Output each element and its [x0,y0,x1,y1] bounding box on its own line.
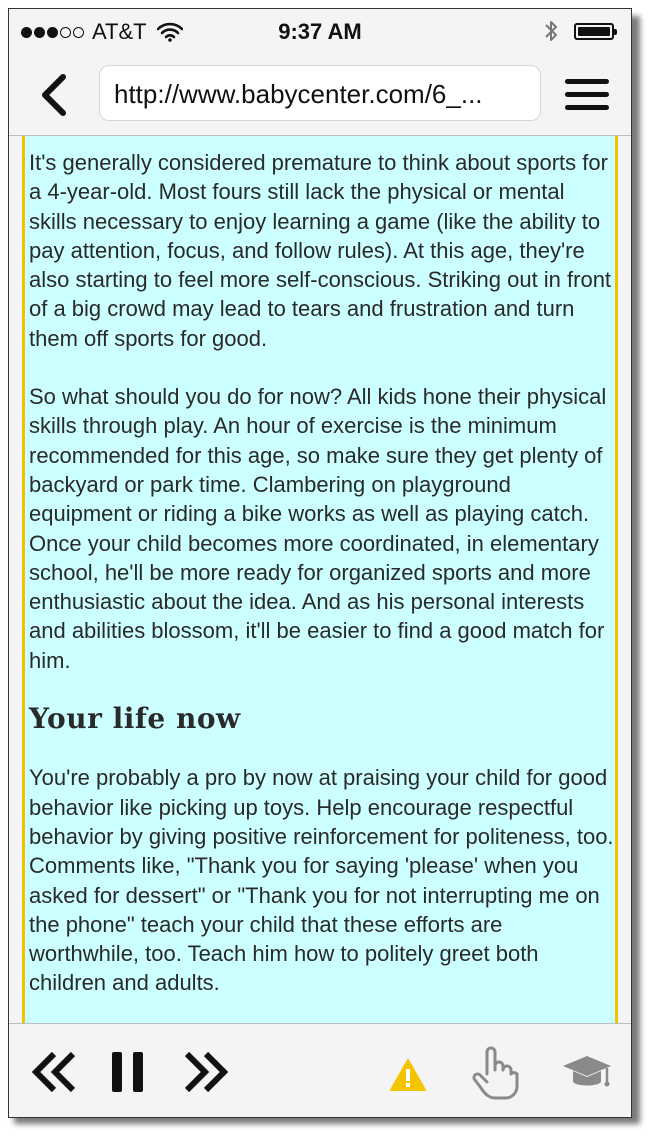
status-time: 9:37 AM [278,19,362,44]
phone-screen [8,8,632,1118]
hand-pointer-icon[interactable] [471,1044,521,1100]
pause-icon[interactable] [109,1050,147,1094]
carrier-group [21,19,183,45]
status-bar [9,9,631,55]
article-reader [22,136,618,1024]
carrier-name: AT&T [92,19,147,44]
warning-icon[interactable] [389,1058,427,1092]
hamburger-menu-icon [565,79,609,84]
section-heading: Your life now [29,702,241,736]
graduation-cap-icon[interactable] [561,1054,613,1090]
signal-dots-icon [21,27,86,38]
back-button[interactable] [35,73,75,117]
bluetooth-icon [543,19,559,43]
article-paragraph: You're probably a pro by now at praising your child for good behavior like picking up toys. Help encourage respectful behavior by giving positive reinforcement for politeness, too. Comments like, "Thank you for saying 'please' when you asked for dessert" or "Thank you for not interrupting me on the phone" teach your child that these efforts are worthwhile, too. Teach him how to politely greet both children and adults. [29,765,614,996]
menu-button[interactable] [565,79,609,115]
article-paragraph: So what should you do for now? All kids hone their physical skills through play. An hour of exercise is the minimum recommended for this age, so make sure they get plenty of backyard or park time. Clambering on playground equipment or riding a bike works as well as playing catch. Once your child becomes more coordinated, in elementary school, he'll be more ready for organized sports and more enthusiastic about the idea. And as his personal interests and abilities blossom, it'll be easier to find a good match for him. [29,384,607,673]
fast-forward-icon[interactable] [181,1050,229,1094]
content-area[interactable] [9,135,631,1024]
url-field[interactable]: http://www.babycenter.com/6_... [99,65,541,121]
wifi-icon [157,22,183,42]
battery-icon [574,23,614,40]
article-paragraph: It's generally considered premature to think about sports for a 4-year-old. Most fours still lack the physical or mental skills necessary to enjoy learning a game (like the ability to pay attention, focus, and follow rules). At this age, they're also starting to feel more self-conscious. Striking out in front of a big crowd may lead to tears and frustration and turn them off sports for good. [29,150,612,351]
browser-nav-bar [9,55,631,135]
bottom-toolbar [9,1023,631,1118]
rewind-icon[interactable] [31,1050,79,1094]
